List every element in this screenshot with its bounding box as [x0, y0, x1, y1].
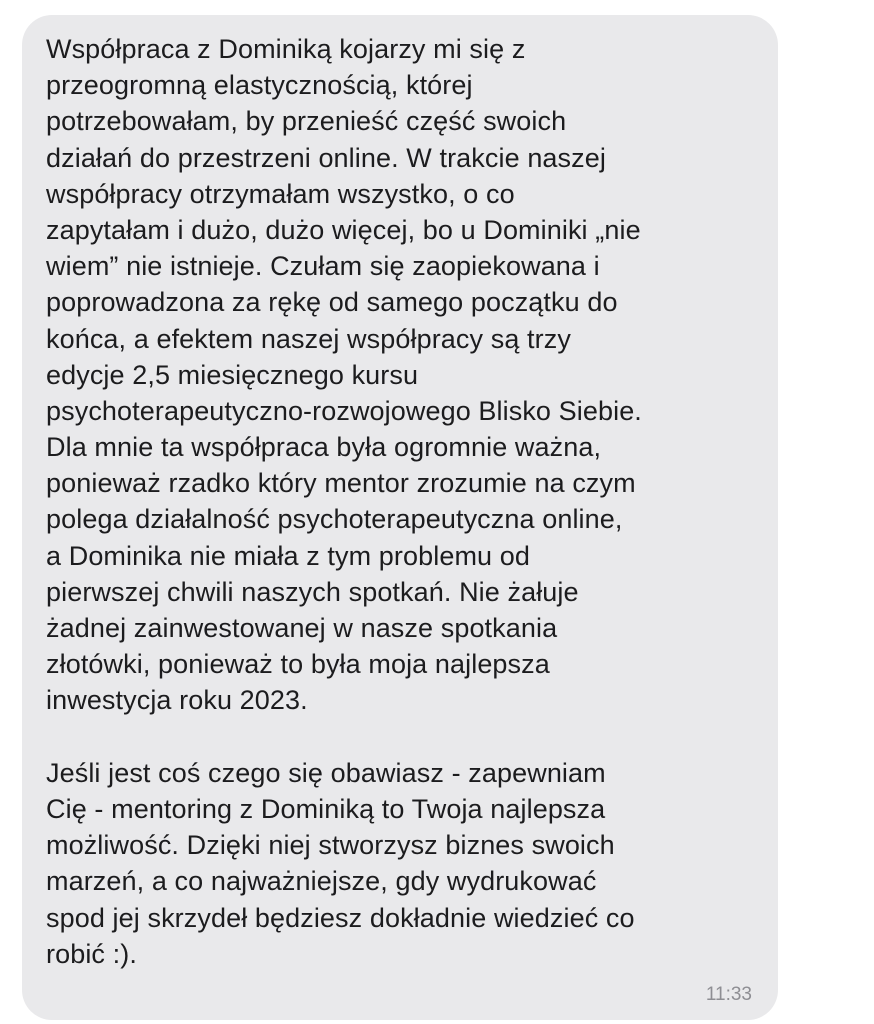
message-line: potrzebowałam, by przenieść część swoich [46, 106, 567, 137]
message-line: spod jej skrzydeł będziesz dokładnie wiedzieć co [46, 902, 635, 933]
message-line: polega działalność psychoterapeutyczna online, [46, 504, 623, 535]
message-line: Jeśli jest coś czego się obawiasz - zapewniam [46, 757, 606, 788]
message-line: marzeń, a co najważniejsze, gdy wydrukować [46, 866, 597, 897]
message-line: robić :). [46, 938, 137, 969]
message-bubble[interactable] [22, 15, 778, 1020]
message-line: pierwszej chwili naszych spotkań. Nie żałuje [46, 576, 579, 607]
message-line: współpracy otrzymałam wszystko, o co [46, 178, 515, 209]
message-line: inwestycja roku 2023. [46, 685, 308, 716]
message-line: edycje 2,5 miesięcznego kursu [46, 359, 419, 390]
message-line: a Dominika nie miała z tym problemu od [46, 540, 530, 571]
message-line: ponieważ rzadko który mentor zrozumie na czym [46, 468, 636, 499]
message-line: zapytałam i dużo, dużo więcej, bo u Dominiki „nie [46, 214, 641, 245]
message-line: złotówki, ponieważ to była moja najlepsza [46, 649, 550, 680]
paragraph-break [46, 719, 766, 755]
message-line: żadnej zainwestowanej w nasze spotkania [46, 613, 558, 643]
message-line: możliwość. Dzięki niej stworzysz biznes swoich [46, 830, 615, 861]
message-line: końca, a efektem naszej współpracy są trzy [46, 323, 571, 354]
message-timestamp: 11:33 [705, 984, 752, 1005]
message-text [46, 31, 766, 972]
message-line: działań do przestrzeni online. W trakcie naszej [46, 142, 606, 173]
message-line: psychoterapeutyczno-rozwojowego Blisko Siebie. [46, 395, 642, 426]
message-line: poprowadzona za rękę od samego początku do [46, 287, 618, 318]
message-line: Dla mnie ta współpraca była ogromnie ważna, [46, 432, 602, 463]
message-line: przeogromną elastycznością, której [46, 70, 473, 101]
message-line: Cię - mentoring z Dominiką to Twoja najlepsza [46, 793, 606, 824]
message-line: Współpraca z Dominiką kojarzy mi się z [46, 34, 526, 64]
message-line: wiem” nie istnieje. Czułam się zaopiekowana i [46, 251, 600, 282]
